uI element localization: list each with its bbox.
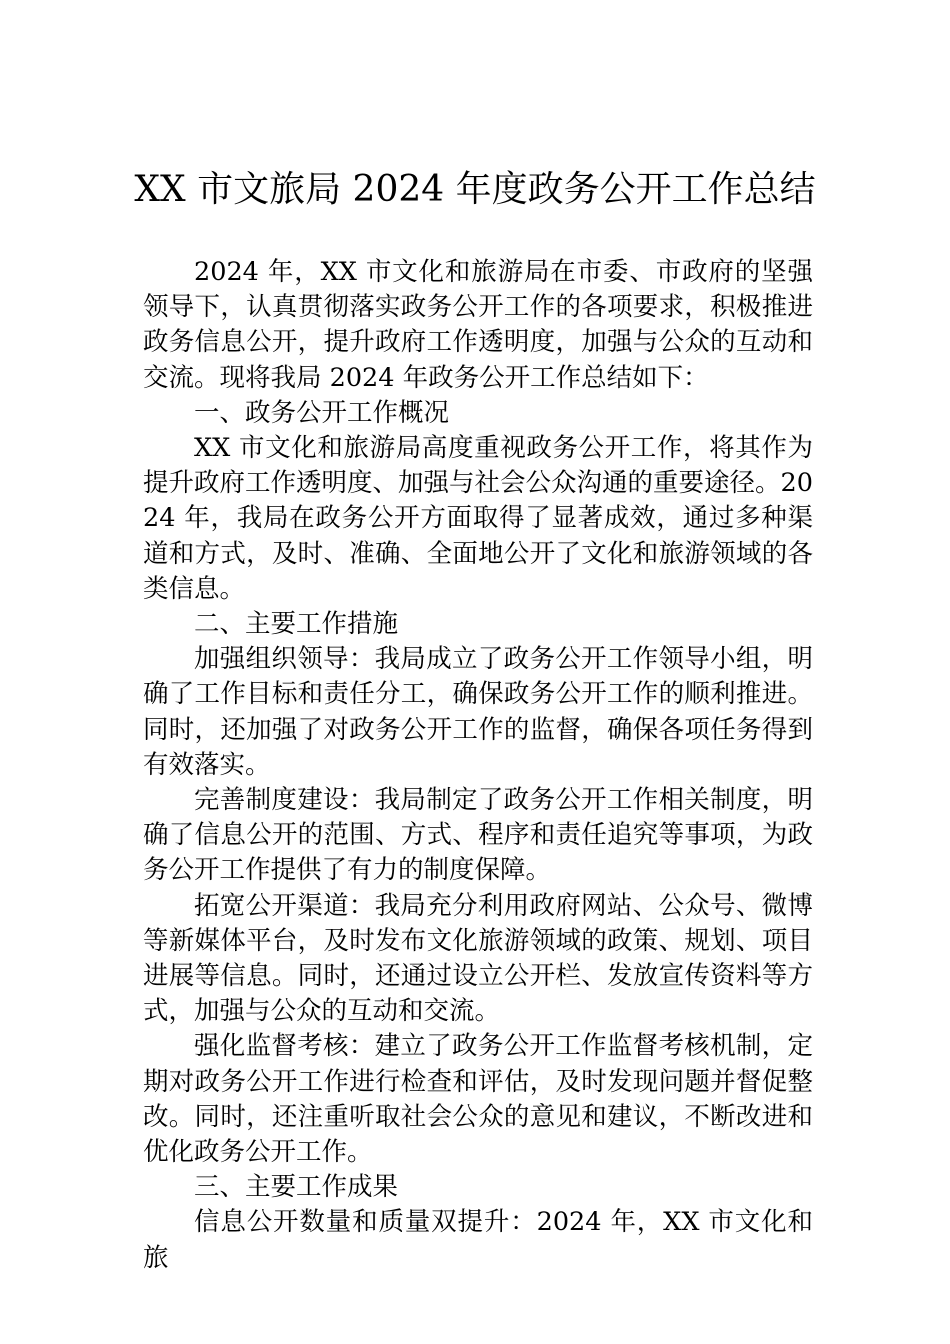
section-heading-overview: 一、政务公开工作概况 (194, 397, 450, 428)
measure-paragraph-supervision: 强化监督考核：建立了政务公开工作监督考核机制，定期对政务公开工作进行检查和评估，及时发现问题并督促整改。同时，还注重听取社会公众的意见和建议，不断改进和优化政务公开工作。 (143, 1031, 813, 1168)
measure-paragraph-organization: 加强组织领导：我局成立了政务公开工作领导小组，明确了工作目标和责任分工，确保政务公开工作的顺利推进。同时，还加强了对政务公开工作的监督，确保各项任务得到有效落实。 (143, 644, 813, 780)
overview-paragraph: XX 市文化和旅游局高度重视政务公开工作，将其作为提升政府工作透明度、加强与社会公众沟通的重要途径。2024 年，我局在政务公开方面取得了显著成效，通过多种渠道和方式，及时、准确、全面地公开了文化和旅游领域的各类信息。 (143, 433, 813, 604)
section-heading-results: 三、主要工作成果 (194, 1172, 399, 1203)
results-paragraph: 信息公开数量和质量双提升：2024 年，XX 市文化和旅 (143, 1207, 813, 1273)
document-body (143, 255, 813, 1276)
document-title: XX 市文旅局 2024 年度政务公开工作总结 (134, 169, 816, 210)
section-heading-measures: 二、主要工作措施 (194, 609, 399, 640)
measure-paragraph-system: 完善制度建设：我局制定了政务公开工作相关制度，明确了信息公开的范围、方式、程序和责任追究等事项，为政务公开工作提供了有力的制度保障。 (143, 785, 813, 886)
intro-paragraph: 2024 年，XX 市文化和旅游局在市委、市政府的坚强领导下，认真贯彻落实政务公开工作的各项要求，积极推进政务信息公开，提升政府工作透明度，加强与公众的互动和交流。现将我局 2024 年政务公开工作总结如下： (143, 257, 813, 393)
measure-paragraph-channels: 拓宽公开渠道：我局充分利用政府网站、公众号、微博等新媒体平台，及时发布文化旅游领域的政策、规划、项目进展等信息。同时，还通过设立公开栏、发放宣传资料等方式，加强与公众的互动和交流。 (143, 890, 813, 1027)
